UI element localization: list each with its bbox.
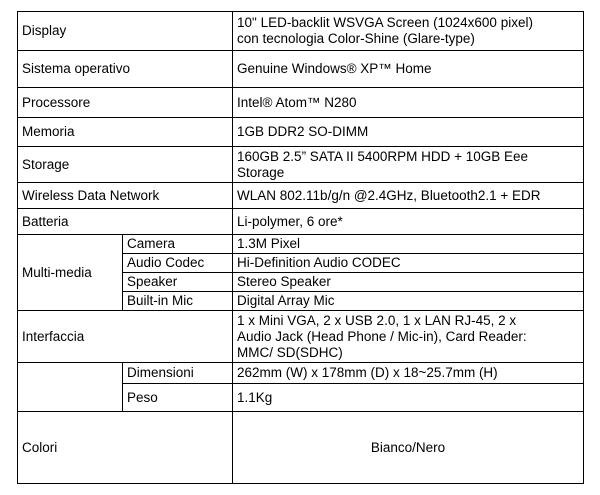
row-wireless <box>18 183 584 209</box>
speaker-label: Speaker <box>123 273 233 292</box>
row-storage <box>18 147 584 183</box>
interface-value <box>233 311 584 363</box>
interface-value-line2: Audio Jack (Head Phone / Mic-in), Card Reader: <box>237 328 527 344</box>
blank-cell <box>18 363 123 412</box>
colors-label: Colori <box>18 412 233 484</box>
row-os <box>18 51 584 88</box>
battery-value: Li-polymer, 6 ore* <box>233 209 584 235</box>
display-value <box>233 12 584 51</box>
interface-label: Interfaccia <box>18 311 233 363</box>
memory-value: 1GB DDR2 SO-DIMM <box>233 118 584 147</box>
colors-value: Bianco/Nero <box>233 412 584 484</box>
weight-label: Peso <box>123 384 233 412</box>
weight-value: 1.1Kg <box>233 384 584 412</box>
row-battery <box>18 209 584 235</box>
row-memory <box>18 118 584 147</box>
row-interface <box>18 311 584 363</box>
storage-label: Storage <box>18 147 233 183</box>
memory-label: Memoria <box>18 118 233 147</box>
display-value-line2: con tecnologia Color-Shine (Glare-type) <box>237 31 475 46</box>
camera-value: 1.3M Pixel <box>233 235 584 254</box>
row-colors <box>18 412 584 484</box>
multimedia-label: Multi-media <box>18 235 123 311</box>
storage-value-line1: 160GB 2.5” SATA II 5400RPM HDD + 10GB Eee <box>237 148 529 164</box>
storage-value-line2: Storage <box>237 164 285 180</box>
audio-codec-label: Audio Codec <box>123 254 233 273</box>
spec-table <box>17 11 584 484</box>
wireless-label: Wireless Data Network <box>18 183 233 209</box>
cpu-value: Intel® Atom™ N280 <box>233 88 584 118</box>
interface-value-line3: MMC/ SD(SDHC) <box>237 344 343 360</box>
battery-label: Batteria <box>18 209 233 235</box>
display-value-line1: 10" LED-backlit WSVGA Screen (1024x600 pixel) <box>237 15 533 30</box>
os-label: Sistema operativo <box>18 51 233 88</box>
audio-codec-value: Hi-Definition Audio CODEC <box>233 254 584 273</box>
mic-value: Digital Array Mic <box>233 292 584 311</box>
speaker-value: Stereo Speaker <box>233 273 584 292</box>
row-cpu <box>18 88 584 118</box>
storage-value <box>233 147 584 183</box>
row-display <box>18 12 584 51</box>
dimensions-value: 262mm (W) x 178mm (D) x 18~25.7mm (H) <box>233 363 584 384</box>
os-value: Genuine Windows® XP™ Home <box>233 51 584 88</box>
row-dimensions <box>18 363 584 384</box>
row-multimedia-camera <box>18 235 584 254</box>
interface-value-line1: 1 x Mini VGA, 2 x USB 2.0, 1 x LAN RJ-45, 2 x <box>237 312 517 328</box>
mic-label: Built-in Mic <box>123 292 233 311</box>
wireless-value: WLAN 802.11b/g/n @2.4GHz, Bluetooth2.1 + EDR <box>233 183 584 209</box>
dimensions-label: Dimensioni <box>123 363 233 384</box>
camera-label: Camera <box>123 235 233 254</box>
display-label: Display <box>18 12 233 51</box>
cpu-label: Processore <box>18 88 233 118</box>
